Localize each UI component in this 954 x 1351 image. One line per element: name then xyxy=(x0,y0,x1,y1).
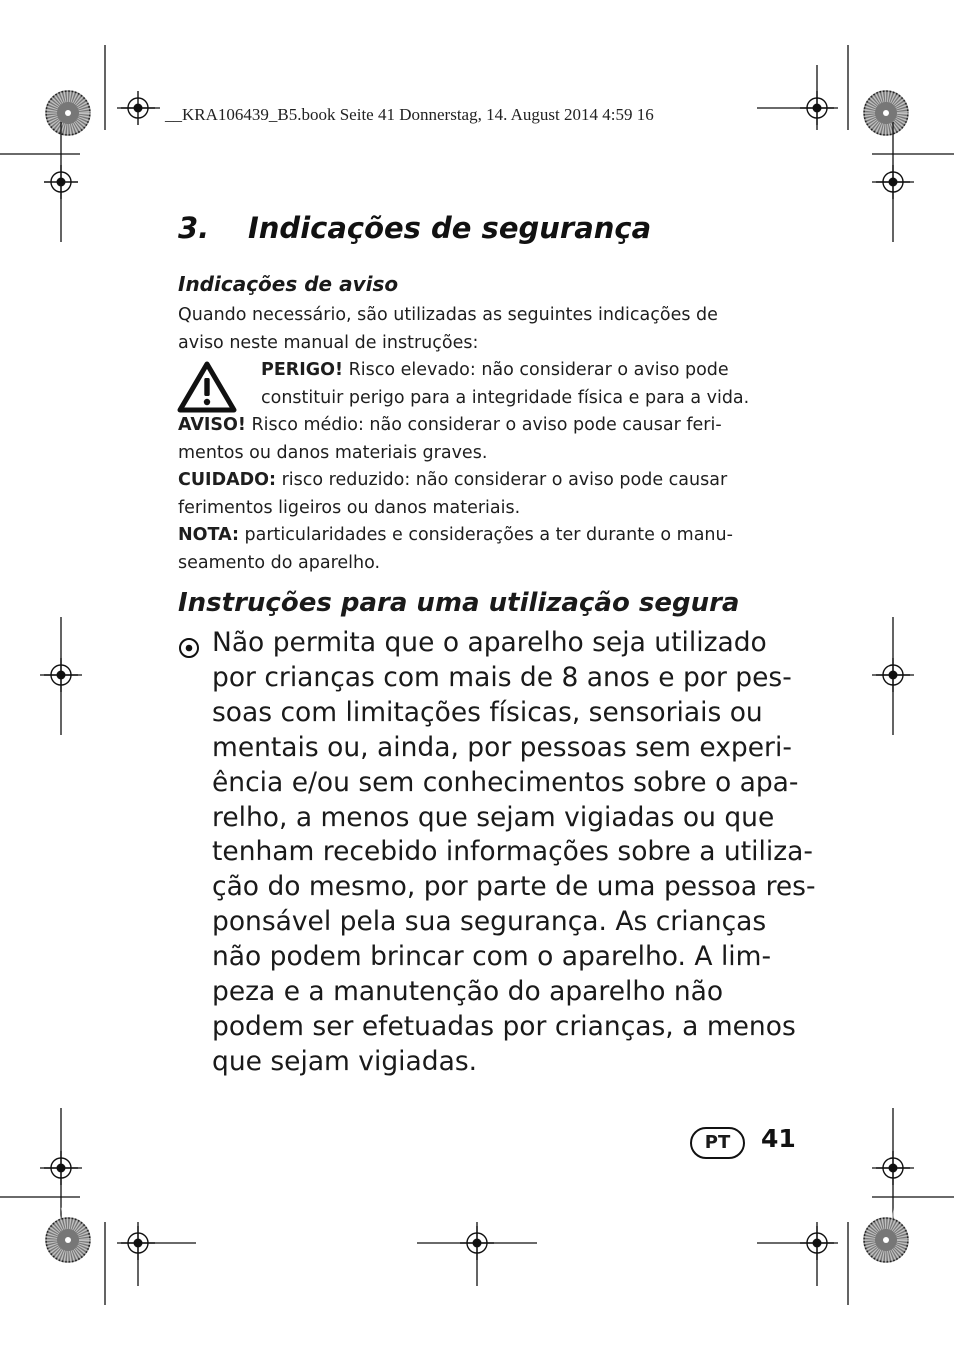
language-badge: PT xyxy=(690,1127,745,1159)
aviso-text-cont: mentos ou danos materiais graves. xyxy=(178,442,488,463)
cuidado-label: CUIDADO: xyxy=(178,470,277,490)
warnings-intro-line: Quando necessário, são utilizadas as seguintes indicações de xyxy=(178,305,718,325)
bullet-line: ponsável pela sua segurança. As crianças xyxy=(212,906,767,938)
perigo-label: PERIGO! xyxy=(261,360,343,380)
section-title-text: Indicações de segurança xyxy=(248,211,652,245)
nota-text: particularidades e considerações a ter durante o manu- xyxy=(238,525,733,545)
circled-dot-bullet-icon xyxy=(178,637,200,659)
cuidado-text: risco reduzido: não considerar o aviso pode causar xyxy=(276,470,728,490)
bullet-line: relho, a menos que sejam vigiadas ou que xyxy=(212,801,775,833)
cuidado-text-cont: ferimentos ligeiros ou danos materiais. xyxy=(178,497,521,518)
bullet-line: ência e/ou sem conhecimentos sobre o apa- xyxy=(212,766,799,798)
print-file-info: __KRA106439_B5.book Seite 41 Donnerstag, 14. August 2014 4:59 16 xyxy=(165,105,654,124)
bullet-line: soas com limitações físicas, sensoriais ou xyxy=(212,696,763,728)
warnings-intro xyxy=(178,302,718,357)
bullet-line: mentais ou, ainda, por pessoas sem experi- xyxy=(212,731,792,763)
cuidado-entry xyxy=(178,467,727,522)
bullet-line: por crianças com mais de 8 anos e por pes- xyxy=(212,661,792,693)
section-number: 3. xyxy=(178,211,210,245)
bullet-line: que sejam vigiadas. xyxy=(212,1045,478,1077)
warning-triangle-icon xyxy=(177,361,237,413)
safe-use-heading: Instruções para uma utilização segura xyxy=(178,588,740,618)
section-title xyxy=(178,211,651,245)
bullet-line: tenham recebido informações sobre a utiliza- xyxy=(212,836,813,868)
aviso-text: Risco médio: não considerar o aviso pode causar feri- xyxy=(245,415,722,435)
page-number: 41 xyxy=(761,1124,796,1153)
aviso-entry xyxy=(178,412,722,467)
aviso-label: AVISO! xyxy=(178,415,246,435)
bullet-line: podem ser efetuadas por crianças, a menos xyxy=(212,1010,796,1042)
bullet-line: Não permita que o aparelho seja utilizado xyxy=(212,627,767,658)
warnings-intro-line: aviso neste manual de instruções: xyxy=(178,332,479,353)
bullet-line: peza e a manutenção do aparelho não xyxy=(212,976,724,1008)
nota-entry xyxy=(178,522,733,577)
bullet-line: não podem brincar com o aparelho. A lim- xyxy=(212,941,772,973)
warnings-heading: Indicações de aviso xyxy=(178,272,399,296)
perigo-text-cont: constituir perigo para a integridade física e para a vida. xyxy=(261,387,750,408)
perigo-text: Risco elevado: não considerar o aviso pode xyxy=(343,360,729,380)
nota-text-cont: seamento do aparelho. xyxy=(178,552,381,573)
bullet-line: ção do mesmo, por parte de uma pessoa res- xyxy=(212,871,816,903)
perigo-entry xyxy=(261,357,749,412)
bullet-text xyxy=(212,626,816,1080)
nota-label: NOTA: xyxy=(178,525,239,545)
